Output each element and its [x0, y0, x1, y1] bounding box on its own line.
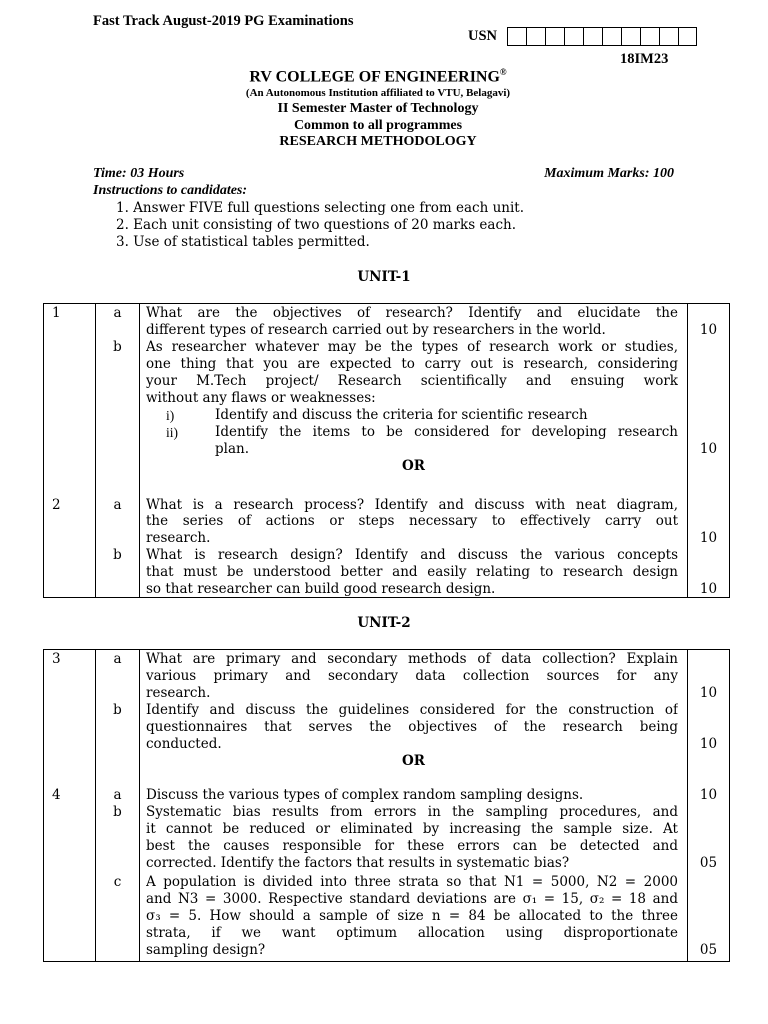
- roman-numeral: i): [166, 408, 175, 423]
- marks-value: 10: [699, 441, 718, 457]
- marks-value: 10: [699, 322, 718, 338]
- or-divider: OR: [402, 753, 425, 769]
- instructions-title: Instructions to candidates:: [93, 183, 248, 198]
- question-text-line: What are primary and secondary methods of data collection? Explain: [146, 651, 678, 667]
- sub-label: b: [113, 339, 122, 355]
- marks-value: 10: [699, 736, 718, 752]
- instruction-item: 3. Use of statistical tables permitted.: [116, 234, 370, 250]
- question-text-line: What is a research process? Identify and discuss with neat diagram,: [146, 497, 678, 513]
- question-text-line: the series of actions or steps necessary to effectively carry out: [146, 513, 678, 529]
- sub-label: a: [113, 651, 122, 667]
- question-number: 2: [52, 497, 61, 513]
- question-text-line: that must be understood better and easily relating to research design: [146, 564, 678, 580]
- instruction-item: 1. Answer FIVE full questions selecting one from each unit.: [116, 200, 525, 216]
- question-text-line: various primary and secondary data collection sources for any: [146, 668, 678, 684]
- question-text-line: so that researcher can build good research design.: [146, 581, 496, 597]
- question-text-line: What are the objectives of research? Identify and elucidate the: [146, 305, 678, 321]
- roman-numeral: ii): [166, 425, 178, 440]
- question-text-line: What is research design? Identify and discuss the various concepts: [146, 547, 678, 563]
- question-text-line: strata, if we want optimum allocation using disproportionate: [146, 925, 678, 941]
- question-text-line: A population is divided into three strata so that N1 = 5000, N2 = 2000: [146, 874, 678, 890]
- question-text-line: and N3 = 3000. Respective standard deviations are σ₁ = 15, σ₂ = 18 and: [146, 891, 678, 907]
- sub-item-text: Identify and discuss the criteria for scientific research: [215, 407, 588, 423]
- marks-value: 10: [699, 530, 718, 546]
- or-divider: OR: [402, 458, 425, 474]
- college-name: RV COLLEGE OF ENGINEERING®: [249, 67, 507, 86]
- instructions-list: [116, 200, 524, 251]
- exam-header: Fast Track August-2019 PG Examinations: [93, 13, 354, 29]
- sub-label: a: [113, 787, 122, 803]
- programmes: Common to all programmes: [293, 118, 463, 133]
- marks-value: 05: [699, 942, 718, 958]
- question-text-line: conducted.: [146, 736, 222, 752]
- question-number: 1: [52, 305, 61, 321]
- question-text-line: it cannot be reduced or eliminated by increasing the sample size. At: [146, 821, 678, 837]
- unit-1-table: [43, 303, 730, 598]
- usn-label: USN: [468, 28, 498, 44]
- question-text-line: sampling design?: [146, 942, 266, 958]
- question-number: 3: [52, 651, 61, 667]
- question-text-line: σ₃ = 5. How should a sample of size n = 84 be allocated to the three: [146, 908, 678, 924]
- question-text-line: corrected. Identify the factors that results in systematic bias?: [146, 855, 570, 871]
- usn-boxes: [507, 27, 697, 46]
- question-text-line: different types of research carried out by researchers in the world.: [146, 322, 606, 338]
- question-text-line: best the causes responsible for these errors can be detected and: [146, 838, 678, 854]
- question-text-line: without any flaws or weaknesses:: [146, 390, 376, 406]
- sub-label: c: [113, 874, 122, 890]
- sub-label: a: [113, 305, 122, 321]
- exam-time: Time: 03 Hours: [93, 166, 185, 181]
- question-text-line: research.: [146, 530, 211, 546]
- sub-item-text: plan.: [215, 441, 249, 457]
- maximum-marks: Maximum Marks: 100: [544, 166, 674, 181]
- question-text-line: Systematic bias results from errors in the sampling procedures, and: [146, 804, 678, 820]
- sub-item-text: Identify the items to be considered for developing research: [215, 424, 678, 440]
- question-text-line: Discuss the various types of complex random sampling designs.: [146, 787, 584, 803]
- question-number: 4: [52, 787, 61, 803]
- marks-value: 05: [699, 855, 718, 871]
- marks-value: 10: [699, 787, 718, 803]
- question-text-line: research.: [146, 685, 211, 701]
- question-text-line: questionnaires that serves the objectives of the research being: [146, 719, 678, 735]
- question-text-line: Identify and discuss the guidelines considered for the construction of: [146, 702, 678, 718]
- sub-label: b: [113, 702, 122, 718]
- question-text-line: your M.Tech project/ Research scientifically and ensuing work: [146, 373, 678, 389]
- semester: II Semester Master of Technology: [277, 101, 479, 116]
- instruction-item: 2. Each unit consisting of two questions of 20 marks each.: [116, 217, 516, 233]
- marks-value: 10: [699, 581, 718, 597]
- sub-label: a: [113, 497, 122, 513]
- sub-label: b: [113, 804, 122, 820]
- course-code: 18IM23: [620, 51, 669, 67]
- question-text-line: As researcher whatever may be the types of research work or studies,: [146, 339, 678, 355]
- college-affiliation: (An Autonomous Institution affiliated to VTU, Belagavi): [245, 87, 511, 99]
- subject-title: RESEARCH METHODOLOGY: [279, 134, 477, 149]
- sub-label: b: [113, 547, 122, 563]
- marks-value: 10: [699, 685, 718, 701]
- unit-2-table: [43, 649, 730, 962]
- question-text-line: one thing that you are expected to carry out is research, considering: [146, 356, 678, 372]
- unit-2-title: UNIT-2: [357, 615, 411, 631]
- unit-1-title: UNIT-1: [357, 269, 411, 285]
